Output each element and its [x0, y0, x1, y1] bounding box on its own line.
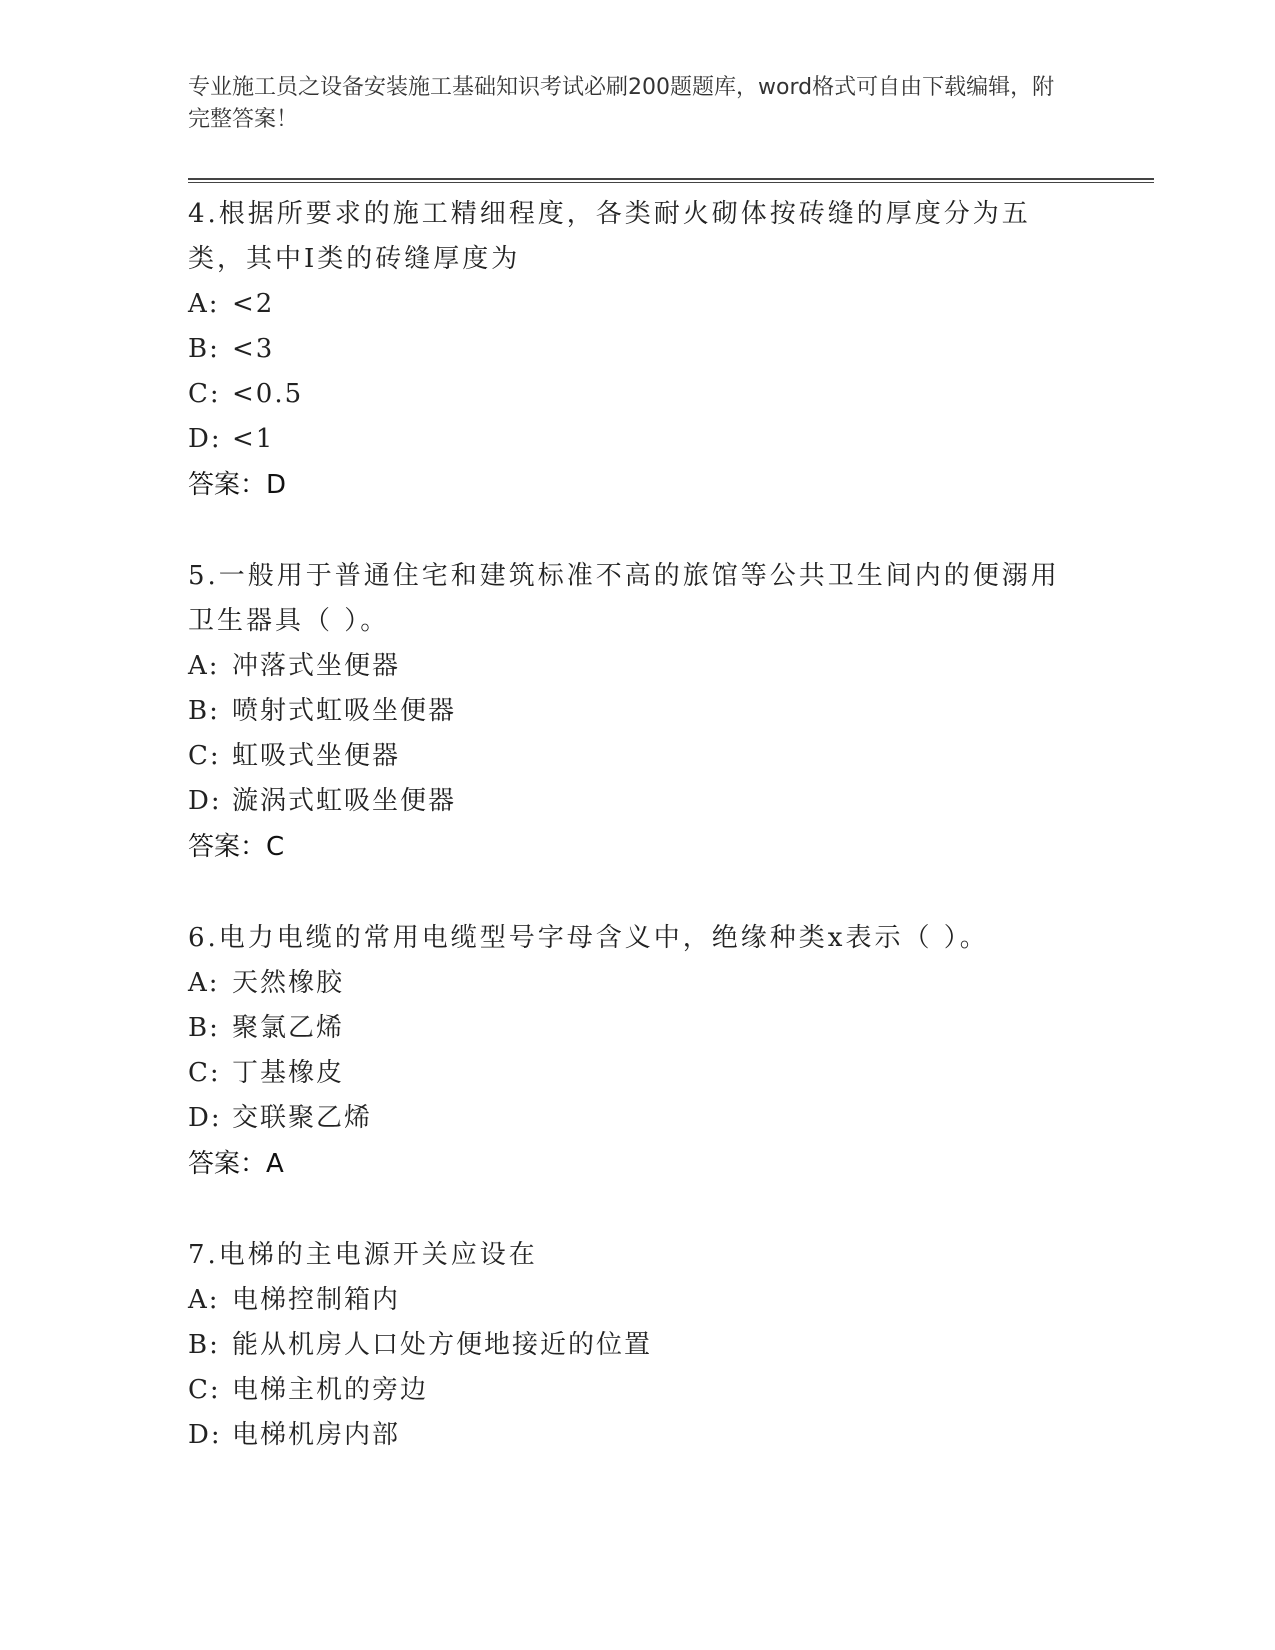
question-6: [188, 916, 1068, 1187]
option-text: <1: [232, 424, 275, 454]
option-text: 丁基橡皮: [232, 1058, 345, 1088]
option-text: 能从机房人口处方便地接近的位置: [232, 1330, 653, 1360]
option-text: 喷射式虹吸坐便器: [232, 696, 457, 726]
question-stem: 5.一般用于普通住宅和建筑标准不高的旅馆等公共卫生间内的便溺用卫生器具（ ）。: [188, 561, 1060, 636]
option-a: [188, 961, 1068, 1006]
option-key: C:: [188, 379, 221, 409]
question-list: [188, 192, 1068, 1504]
option-b: [188, 689, 1068, 734]
answer-line: 答案：A: [188, 1149, 284, 1179]
option-key: D:: [188, 1103, 222, 1133]
option-text: 交联聚乙烯: [232, 1103, 373, 1133]
option-text: 聚氯乙烯: [232, 1013, 345, 1043]
option-text: 电梯控制箱内: [232, 1285, 401, 1315]
option-d: [188, 1096, 1068, 1141]
option-key: B:: [188, 1330, 220, 1360]
question-stem: 7.电梯的主电源开关应设在: [188, 1240, 538, 1270]
question-4: [188, 192, 1068, 508]
option-text: 冲落式坐便器: [232, 651, 401, 681]
option-key: C:: [188, 1375, 221, 1405]
option-key: B:: [188, 696, 220, 726]
option-b: [188, 1323, 1068, 1368]
option-key: A:: [188, 1285, 220, 1315]
question-5: [188, 554, 1068, 870]
option-text: 电梯主机的旁边: [232, 1375, 429, 1405]
option-key: D:: [188, 786, 222, 816]
option-text: <3: [232, 334, 275, 364]
question-stem: 6.电力电缆的常用电缆型号字母含义中，绝缘种类x表示（ ）。: [188, 923, 989, 953]
option-text: <2: [232, 289, 275, 319]
question-stem: 4.根据所要求的施工精细程度，各类耐火砌体按砖缝的厚度分为五类，其中Ⅰ类的砖缝厚度为: [188, 199, 1031, 274]
option-key: A:: [188, 289, 220, 319]
option-text: 天然橡胶: [232, 968, 345, 998]
option-c: [188, 734, 1068, 779]
option-c: [188, 1368, 1068, 1413]
answer-line: 答案：C: [188, 832, 285, 862]
option-key: B:: [188, 334, 220, 364]
option-a: [188, 1278, 1068, 1323]
option-text: 漩涡式虹吸坐便器: [232, 786, 457, 816]
document-header: 专业施工员之设备安装施工基础知识考试必刷200题题库，word格式可自由下载编辑，附完整答案！: [188, 75, 1055, 132]
option-b: [188, 1006, 1068, 1051]
header-divider: [188, 178, 1154, 183]
option-key: D:: [188, 1420, 222, 1450]
option-a: [188, 644, 1068, 689]
option-d: [188, 417, 1068, 462]
option-text: <0.5: [232, 379, 304, 409]
option-a: [188, 282, 1068, 327]
option-b: [188, 327, 1068, 372]
option-d: [188, 779, 1068, 824]
option-key: D:: [188, 424, 222, 454]
option-key: B:: [188, 1013, 220, 1043]
option-text: 电梯机房内部: [232, 1420, 401, 1450]
question-7: [188, 1233, 1068, 1458]
option-key: C:: [188, 741, 221, 771]
option-key: A:: [188, 968, 220, 998]
option-d: [188, 1413, 1068, 1458]
answer-line: 答案：D: [188, 470, 287, 500]
option-key: A:: [188, 651, 220, 681]
option-c: [188, 372, 1068, 417]
option-key: C:: [188, 1058, 221, 1088]
option-c: [188, 1051, 1068, 1096]
option-text: 虹吸式坐便器: [232, 741, 401, 771]
